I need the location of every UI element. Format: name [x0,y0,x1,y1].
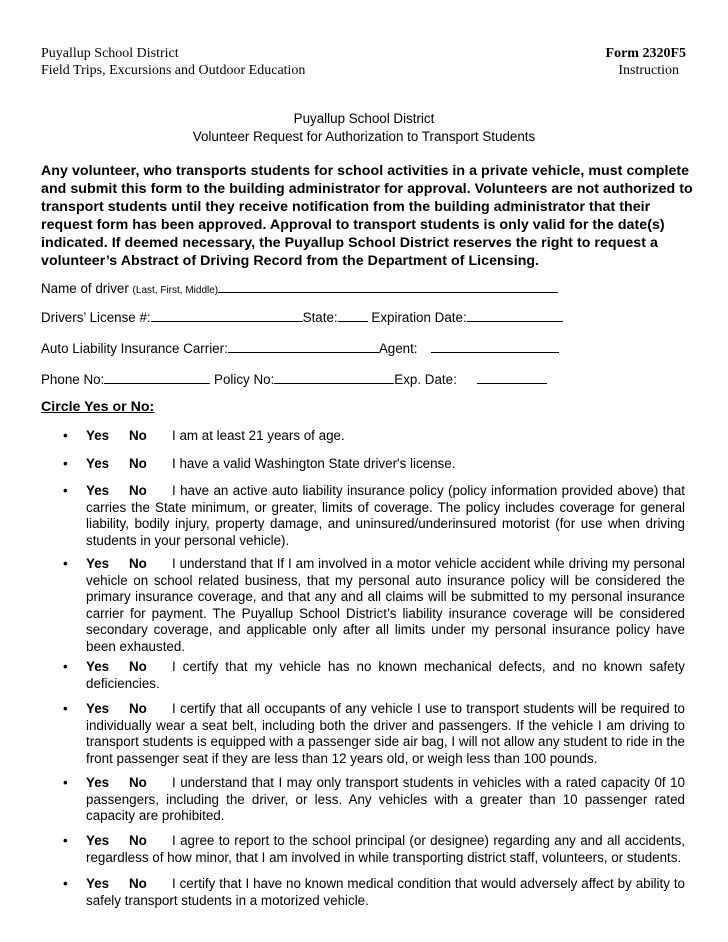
bullet-icon: • [63,701,68,716]
no-option[interactable]: No [129,876,147,891]
expiration-field[interactable] [467,308,563,322]
exp-label: Exp. Date: [394,372,457,387]
bullet-icon: • [63,456,68,471]
bullet-icon: • [63,876,68,891]
no-option[interactable]: No [129,775,147,790]
no-option[interactable]: No [129,659,147,674]
phone-row [41,370,547,388]
driver-name-field[interactable] [218,279,558,293]
yes-option[interactable]: Yes [86,876,110,891]
bullet-icon: • [63,659,68,674]
carrier-field[interactable] [228,339,379,353]
agent-field[interactable] [431,339,559,353]
state-field[interactable] [338,308,368,322]
agent-label: Agent: [378,341,418,356]
expiration-label: Expiration Date: [371,310,467,325]
bullet-icon: • [63,556,68,571]
district-name: Puyallup School District [41,46,179,61]
yes-option[interactable]: Yes [86,833,110,848]
license-label: Drivers’ License #: [41,310,151,325]
no-option[interactable]: No [129,428,147,443]
exp-field[interactable] [477,370,547,384]
title-line-1: Puyallup School District [293,111,435,126]
policy-label: Policy No: [214,372,275,387]
no-option[interactable]: No [129,483,147,498]
state-label: State: [302,310,338,325]
driver-name-row [41,279,558,299]
bullet-icon: • [63,833,68,848]
no-option[interactable]: No [129,701,147,716]
no-option[interactable]: No [129,556,147,571]
header-left [41,45,305,79]
no-option[interactable]: No [129,833,147,848]
item-text: I am at least 21 years of age. [172,428,345,443]
insurance-row [41,339,559,357]
page-title [0,110,728,146]
bullet-icon: • [63,483,68,498]
yes-option[interactable]: Yes [86,556,110,571]
item-text: I have a valid Washington State driver's license. [172,456,456,471]
form-type: Instruction [618,63,679,78]
license-field[interactable] [151,308,303,322]
no-option[interactable]: No [129,456,147,471]
header-right [606,45,686,79]
circle-instructions: Circle Yes or No: [41,399,155,415]
item-text: I certify that my vehicle has no known mechanical defects, and no known safety deficiencies. [86,659,685,691]
yes-option[interactable]: Yes [86,775,110,790]
department-name: Field Trips, Excursions and Outdoor Education [41,63,306,78]
item-text: I understand that If I am involved in a motor vehicle accident while driving my personal vehicle on school related business, that my personal auto insurance policy will be considered the primary insurance coverage, and that any and all claims will be submitted to my personal insurance carrier for payment. The Puyallup School District’s liability insurance coverage will be considered secondary coverage, and applicable only after all limits under my personal insurance policy have been exhausted. [86,556,685,654]
driver-name-label: Name of driver [41,281,129,296]
intro-paragraph: Any volunteer, who transports students for school activities in a private vehicle, must complete and submit this form to the building administrator for approval. Volunteers are not authorized to transport students until they receive notification from the building administrator that their request form has been approved. Approval to transport students is only valid for the date(s) indicated. If deemed necessary, the Puyallup School District reserves the right to request a volunteer’s Abstract of Driving Record from the Department of Licensing. [41,163,693,269]
item-text: I have an active auto liability insurance policy (policy information provided above) that carries the State minimum, or greater, limits of coverage. The policy includes coverage for general liability, bodily injury, property damage, and uninsured/underinsured motorist (for use when driving students in your personal vehicle). [86,483,685,548]
item-text: I agree to report to the school principal (or designee) regarding any and all accidents, regardless of how minor, that I am involved in while transporting district staff, volunteers, or students. [86,833,685,865]
yes-option[interactable]: Yes [86,483,110,498]
bullet-icon: • [63,428,68,443]
form-number: Form 2320F5 [605,46,686,61]
license-row [41,308,563,326]
yes-option[interactable]: Yes [86,659,110,674]
yes-option[interactable]: Yes [86,428,110,443]
driver-name-hint: (Last, First, Middle) [132,285,219,296]
bullet-icon: • [63,775,68,790]
policy-field[interactable] [274,370,394,384]
item-text: I understand that I may only transport students in vehicles with a rated capacity 0f 10 passengers, including the driver, or less. Any vehicles with a greater than 10 passenger rated capacity are prohibited. [86,775,685,824]
phone-label: Phone No: [41,372,105,387]
phone-field[interactable] [104,370,210,384]
yes-option[interactable]: Yes [86,701,110,716]
yes-option[interactable]: Yes [86,456,110,471]
title-line-2: Volunteer Request for Authorization to Transport Students [192,129,536,144]
item-text: I certify that all occupants of any vehicle I use to transport students will be required to individually wear a seat belt, including both the driver and passengers. If the vehicle I am driving to transport students is equipped with a passenger side air bag, I will not allow any student to ride in the front passenger seat if they are less than 12 years old, or weigh less than 100 pounds. [86,701,685,766]
item-text: I certify that I have no known medical condition that would adversely affect by ability to safely transport students in a motorized vehicle. [86,876,685,908]
carrier-label: Auto Liability Insurance Carrier: [41,341,228,356]
